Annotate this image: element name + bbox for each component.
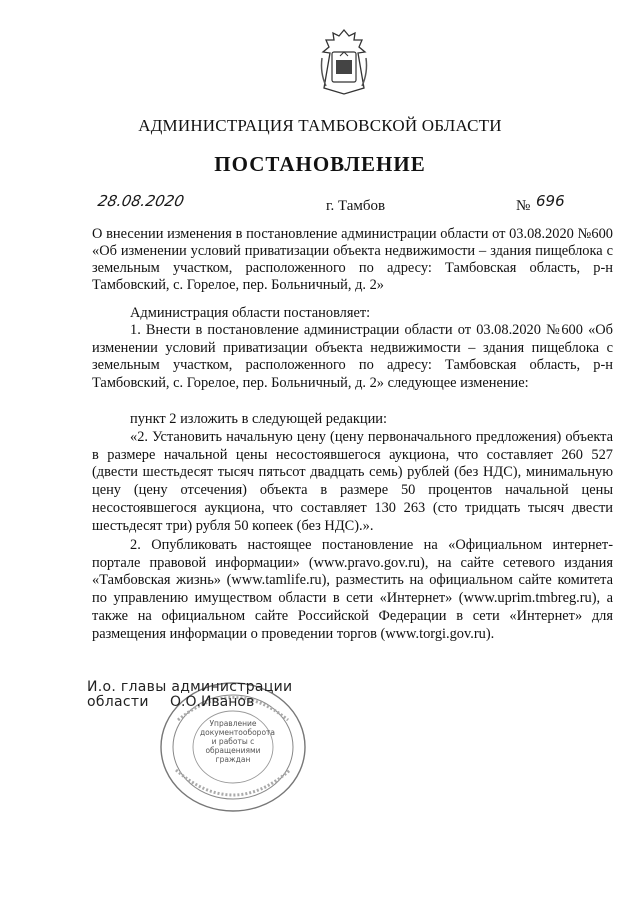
document-subject: О внесении изменения в постановление администрации области от 03.08.2020 №600 «Об изменении условий приватизации объекта недвижимости – здания пищеблока с земельным участком, расположенного по адресу: Тамбовская область, р-н Тамбовский, с. Горелое, пер. Больничный, д. 2»	[92, 226, 613, 293]
signature-title-line1: И.о. главы администрации	[87, 679, 293, 695]
document-date: 28.08.2020	[96, 192, 186, 210]
document-number-label: №	[516, 198, 531, 214]
document-number: 696	[536, 192, 565, 210]
body-intro: Администрация области постановляет:	[130, 305, 371, 321]
body-item-1-text: «2. Установить начальную цену (цену первоначального предложения) объекта в размере начальной цены несостоявшегося аукциона, что составляет 260 527 (двести шестьдесят тысяч пятьсот двадцать семь) рублей (без НДС), минимальную цену (цену отсечения) объекта в размере 50 процентов начальной цены несостоявшегося аукциона, что составляет 130 263 (сто тридцать тысяч двести шестьдесят три) рубля 50 копеек (без НДС).».	[92, 429, 613, 534]
body-item-2: 2. Опубликовать настоящее постановление на «Официальном интернет-портале правовой информации» (www.pravo.gov.ru), на сайте сетевого издания «Тамбовская жизнь» (www.tamlife.ru), разместить на официальном сайте комитета по управлению имуществом области в сети «Интернет» (www.uprim.tmbreg.ru), а также на официальном сайте Российской Федерации в сети «Интернет» для размещения информации о проведении торгов (www.torgi.gov.ru).	[92, 537, 613, 642]
document-city: г. Тамбов	[326, 198, 386, 214]
document-type: ПОСТАНОВЛЕНИЕ	[214, 152, 426, 176]
signature-name: О.О.Иванов	[170, 694, 255, 710]
stamp-inner-text: Управление документооборота и работы с обращениями граждан	[200, 719, 275, 764]
signature-title-line2: области	[87, 694, 149, 710]
body-item-1: 1. Внести в постановление администрации области от 03.08.2020 №600 «Об изменении условий приватизации объекта недвижимости – здания пищеблока с земельным участком, расположенного по адресу: Тамбовская область, р-н Тамбовский, с. Горелое, пер. Больничный, д. 2» следующее изменение:	[92, 322, 613, 392]
organization-name: АДМИНИСТРАЦИЯ ТАМБОВСКОЙ ОБЛАСТИ	[138, 116, 502, 135]
body-item-1-sub: пункт 2 изложить в следующей редакции:	[130, 411, 387, 427]
coat-of-arms-icon	[318, 28, 370, 96]
